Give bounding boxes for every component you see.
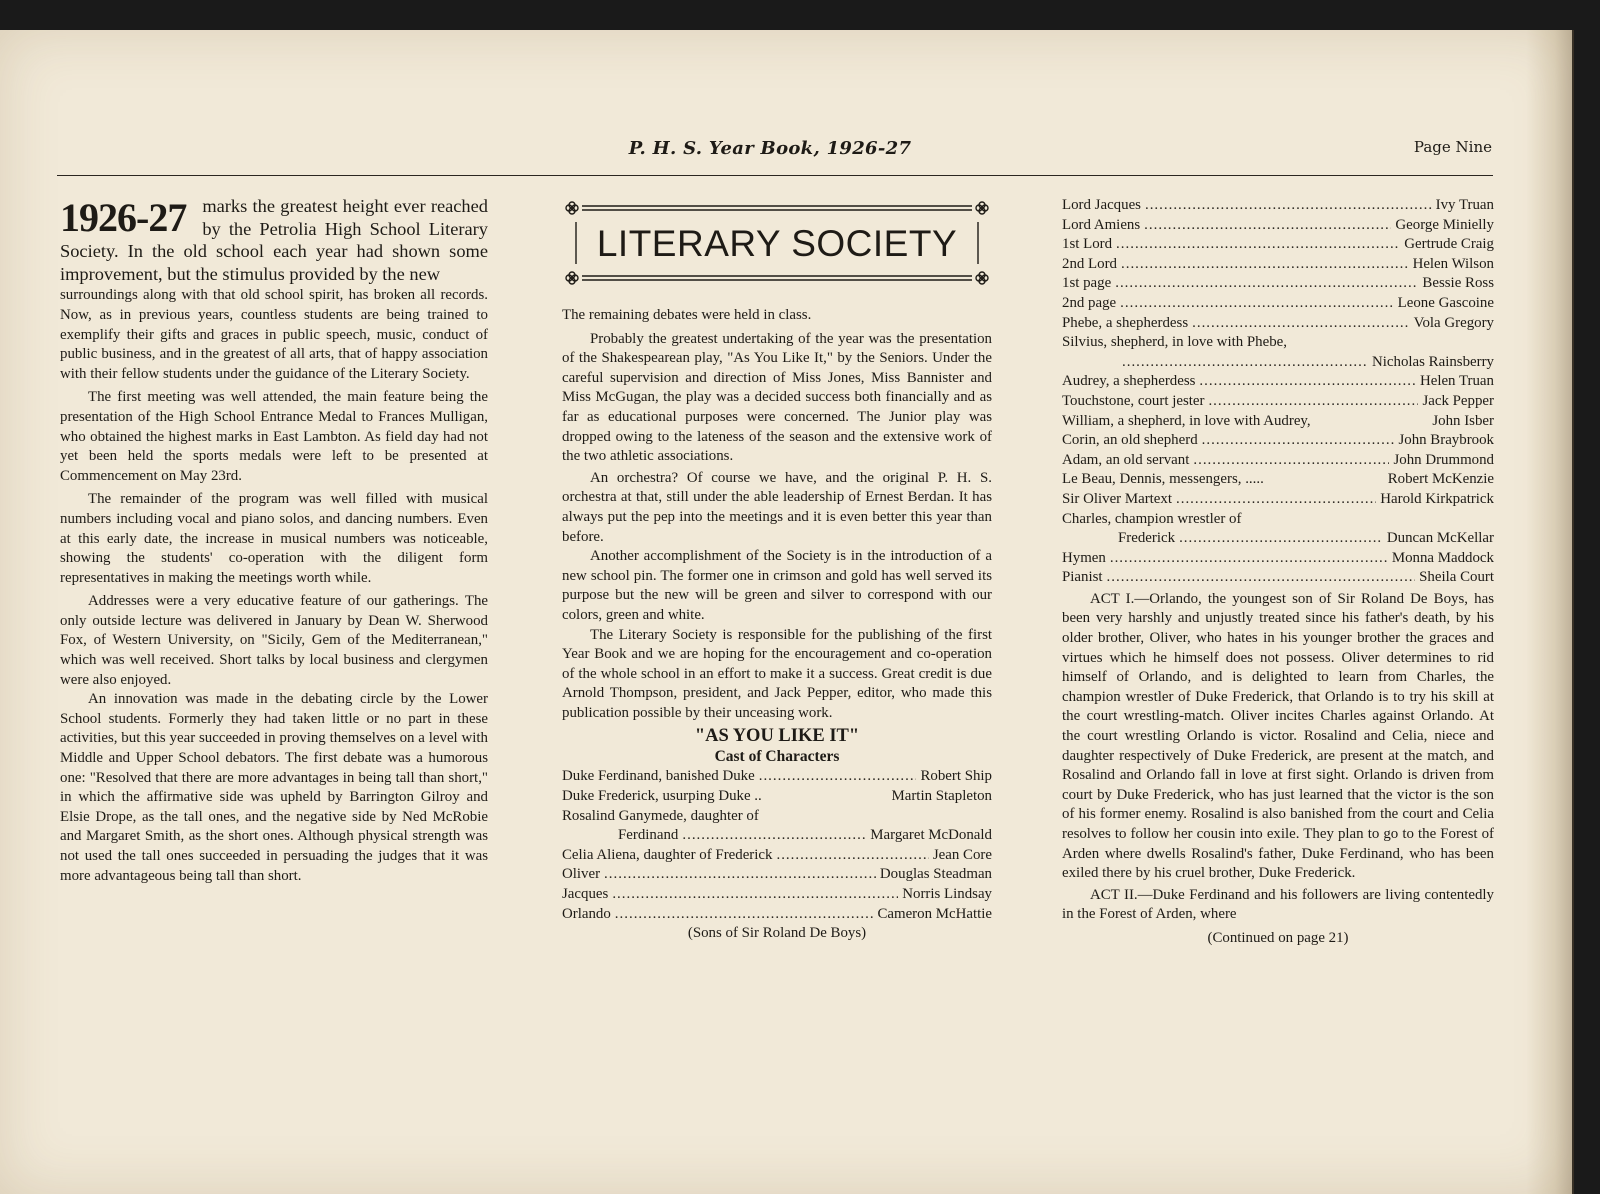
cast-actor: Nicholas Rainsberry xyxy=(1372,353,1494,370)
cast-actor: John Braybrook xyxy=(1398,432,1494,449)
paragraph: The Literary Society is responsible for the publishing of the first Year Book and we are hoping for the encouragement and co-operation of the whole school in an effort to make it a success. Great credit is due Arnold Thompson, president, and Jack Pepper, editor, who made this publication possible by their unceasing work. xyxy=(562,626,992,721)
cast-actor: Leone Gascoine xyxy=(1397,294,1494,311)
cast-role: Touchstone, court jester xyxy=(1062,392,1205,409)
cast-role: Audrey, a shepherdess xyxy=(1062,373,1196,390)
dot-leader xyxy=(1208,392,1418,412)
cast-role: Rosalind Ganymede, daughter of xyxy=(562,807,759,824)
cast-actor: Bessie Ross xyxy=(1422,275,1494,292)
cast-role: Silvius, shepherd, in love with Phebe, xyxy=(1062,334,1287,351)
cast-actor: Duncan McKellar xyxy=(1386,530,1494,547)
cast-role: Hymen xyxy=(1062,549,1106,566)
dot-leader xyxy=(615,905,874,925)
paragraph: ACT II.—Duke Ferdinand and his followers are living contentedly in the Forest of Arden, where xyxy=(1062,886,1494,923)
cast-actor: Margaret McDonald xyxy=(870,827,992,844)
cast-row xyxy=(562,826,992,846)
paragraph: ACT I.—Orlando, the youngest son of Sir Roland De Boys, has been very harshly and unjustly treated since his father's death, by his older brother, Oliver, who hates in his younger brother the graces and virtues which he himself does not possess. Oliver determines to rid himself of Orlando, and is delighted to learn from Charles, the champion wrestler of Duke Frederick, that Orlando is to try his skill at the court wrestling-match. Oliver incites Charles against Orlando. At the court wrestling Orlando is victor. Rosalind and Celia, niece and daughter respectively of Duke Frederick, are present at the match, and Rosalind and Orlando fall in love at first sight. Orlando is driven from court by Duke Frederick, who has just learned that the victor is the son of his former enemy. Rosalind is also banished from the court and Celia resolves to follow her cousin into exile. They plan to go to the Forest of Arden where dwells Rosalind's father, Duke Ferdinand, who has been exiled there by his cruel brother, Duke Frederick. xyxy=(1062,590,1494,882)
dot-leader xyxy=(612,885,898,905)
dot-leader xyxy=(1115,274,1418,294)
cast-role: Le Beau, Dennis, messengers, ..... xyxy=(1062,471,1264,488)
dot-leader xyxy=(1116,235,1400,255)
paragraph: The remaining debates were held in class. xyxy=(562,307,812,323)
cast-actor: Harold Kirkpatrick xyxy=(1380,490,1494,507)
paragraph: Another accomplishment of the Society is in the introduction of a new school pin. The former one in crimson and gold has well served its purpose but the new will be green and silver to correspond with our colors, green and white. xyxy=(562,548,992,623)
cast-role: Sir Oliver Martext xyxy=(1062,490,1173,507)
dot-leader xyxy=(776,846,928,866)
cast-row xyxy=(1062,451,1494,471)
cast-role: Celia Aliena, daughter of Frederick xyxy=(562,846,773,863)
cast-actor: Helen Wilson xyxy=(1412,255,1494,272)
cast-actor: Jack Pepper xyxy=(1422,392,1494,409)
page-number: Page Nine xyxy=(1413,138,1492,156)
play-title: "AS YOU LIKE IT" xyxy=(694,726,860,747)
dot-leader xyxy=(1121,255,1409,275)
running-title: P. H. S. Year Book, 1926-27 xyxy=(628,138,912,159)
cast-actor: Robert McKenzie xyxy=(1387,471,1494,488)
left-column xyxy=(60,196,488,886)
continued-note: (Continued on page 21) xyxy=(1207,929,1349,946)
cast-actor: John Drummond xyxy=(1393,451,1494,468)
cast-role: 1st Lord xyxy=(1062,236,1113,253)
cast-row xyxy=(1062,392,1494,412)
dot-leader xyxy=(682,826,866,846)
middle-column xyxy=(562,196,992,944)
cast-role: Phebe, a shepherdess xyxy=(1062,314,1189,331)
section-heading: LITERARY SOCIETY xyxy=(596,223,958,264)
paragraph: An orchestra? Of course we have, and the original P. H. S. orchestra at that, still under the able leadership of Ernest Berdan. It has always put the pep into the meetings and it is even better this year than before. xyxy=(562,469,992,545)
cast-row xyxy=(1062,314,1494,334)
cast-role: Oliver xyxy=(562,866,601,883)
cast-role: 2nd Lord xyxy=(1062,255,1118,272)
cast-role: Frederick xyxy=(1118,530,1176,547)
cast-row xyxy=(1062,431,1494,451)
cast-row xyxy=(1062,353,1494,373)
dot-leader xyxy=(1176,490,1376,510)
lead-text: marks the greatest height ever reached by the Petrolia High School Literary Society. In the old school each year had shown some improvement, but the stimulus provided by the new xyxy=(60,196,488,284)
dot-leader xyxy=(1110,549,1388,569)
cast-row xyxy=(562,787,992,807)
cast-actor: Sheila Court xyxy=(1419,569,1494,586)
cast-row xyxy=(562,807,992,827)
cast-actor: Gertrude Craig xyxy=(1404,236,1494,253)
cast-row xyxy=(562,885,992,905)
cast-role: Adam, an old servant xyxy=(1062,451,1190,468)
cast-actor: Douglas Steadman xyxy=(879,866,992,883)
paragraph: Addresses were a very educative feature of our gatherings. The only outside lecture was delivered in January by Dean W. Sherwood Fox, of Western University, on "Sicily, Gem of the Mediterranean," which was well received. Short talks by local business and clergymen were also enjoyed. xyxy=(60,593,488,688)
paragraph: The first meeting was well attended, the main feature being the presentation of the High School Entrance Medal to Frances Mulligan, who obtained the highest marks in East Lambton. As field day had not yet been held the sports medals were left to be presented at Commencement on May 23rd. xyxy=(60,389,488,484)
dot-leader xyxy=(1122,353,1368,373)
cast-role: 1st page xyxy=(1062,275,1112,292)
dot-leader xyxy=(1145,196,1432,216)
cast-actor: Jean Core xyxy=(932,846,992,863)
cast-actor: Helen Truan xyxy=(1419,373,1494,390)
cast-actor: Ivy Truan xyxy=(1435,197,1494,213)
cast-role: Pianist xyxy=(1062,569,1103,586)
paragraph: An innovation was made in the debating circle by the Lower School students. Formerly they had taken little or no part in these activities, but this year succeeded in proving themselves on a level with Middle and Upper School debators. The first debate was a humorous one: "Resolved that there are more advantages in being tall than short," in which the affirmative side was upheld by Barrington Gilroy and Elsie Drope, as the tall ones, and the negative side by Ned McRobie and Margaret Smith, as the short ones. Although physical strength was not used the tall ones succeeded in persuading the judges that it was more advantageous being tall than short. xyxy=(60,691,488,884)
cast-role: Lord Jacques xyxy=(1062,197,1141,213)
cast-actor: John Isber xyxy=(1432,412,1494,429)
cast-row xyxy=(1062,510,1494,530)
dot-leader xyxy=(1179,529,1383,549)
cast-row xyxy=(1062,529,1494,549)
page-edge-shadow xyxy=(1526,30,1574,1194)
dot-leader xyxy=(1193,451,1389,471)
paragraph: Probably the greatest undertaking of the year was the presentation of the Shakespearean play, "As You Like It," by the Seniors. Under the careful supervision and direction of Miss Jones, Miss Bannister and Miss McGugan, the play was a decided success both financially and as far as educational purposes were concerned. The Junior play was dropped owing to the lateness of the season and the extensive work of the two athletic associations. xyxy=(562,330,992,465)
dot-leader xyxy=(1192,314,1410,334)
cast-row xyxy=(1062,490,1494,510)
cast-role: Orlando xyxy=(562,905,611,922)
cast-footnote: (Sons of Sir Roland De Boys) xyxy=(687,925,867,942)
cast-role: Corin, an old shepherd xyxy=(1062,432,1198,449)
cast-role: Duke Frederick, usurping Duke .. xyxy=(562,788,762,805)
cast-row xyxy=(1062,274,1494,294)
cast-row xyxy=(1062,255,1494,275)
cast-title: Cast of Characters xyxy=(714,748,840,766)
cast-role: Ferdinand xyxy=(618,827,679,844)
cast-row xyxy=(562,846,992,866)
cast-list xyxy=(1062,196,1494,588)
right-column xyxy=(1062,196,1494,949)
cast-actor: George Minielly xyxy=(1395,216,1494,233)
cast-actor: Robert Ship xyxy=(920,768,992,785)
cast-row xyxy=(1062,470,1494,490)
cast-actor: Vola Gregory xyxy=(1413,314,1494,331)
cast-role: Jacques xyxy=(562,886,609,903)
cast-list xyxy=(562,767,992,924)
paragraph: surroundings along with that old school spirit, has broken all records. Now, as in previous years, countless students are being trained to exemplify their gifts and graces in public speech, music, conduct of public business, and in the greatest of all arts, that of happy association with their fellow students under the guidance of the Literary Society. xyxy=(60,287,488,382)
cast-actor: Cameron McHattie xyxy=(877,905,992,922)
cast-role: 2nd page xyxy=(1062,294,1117,311)
cast-row xyxy=(1062,549,1494,569)
cast-actor: Martin Stapleton xyxy=(891,788,992,805)
dot-leader xyxy=(759,767,917,787)
cast-row xyxy=(562,767,992,787)
cast-row xyxy=(1062,235,1494,255)
cast-row xyxy=(1062,294,1494,314)
dot-leader xyxy=(1202,431,1395,451)
dot-leader xyxy=(1120,294,1393,314)
paragraph: The remainder of the program was well filled with musical numbers including vocal and piano solos, and dancing numbers. Even at this early date, the increase in musical numbers was noticeable, showing the students' co-operation with the diligent form representatives in making the meetings worth while. xyxy=(60,491,488,586)
cast-row xyxy=(1062,412,1494,432)
lead-year: 1926-27 xyxy=(60,195,187,240)
cast-row xyxy=(562,905,992,925)
dot-leader xyxy=(1199,372,1416,392)
section-heading-box xyxy=(562,196,992,300)
lead-paragraph xyxy=(60,196,488,286)
cast-role: Lord Amiens xyxy=(1062,216,1141,233)
cast-row xyxy=(562,865,992,885)
cast-row xyxy=(1062,372,1494,392)
cast-role: Duke Ferdinand, banished Duke xyxy=(562,768,755,785)
dot-leader xyxy=(1144,216,1391,236)
cast-row xyxy=(1062,196,1494,216)
dot-leader xyxy=(1107,568,1416,588)
cast-role: Charles, champion wrestler of xyxy=(1062,510,1242,527)
yearbook-page xyxy=(0,30,1572,1194)
cast-row xyxy=(1062,568,1494,588)
dot-leader xyxy=(604,865,876,885)
cast-role: William, a shepherd, in love with Audrey, xyxy=(1062,412,1311,429)
header-rule xyxy=(57,175,1493,176)
cast-row xyxy=(1062,333,1494,353)
cast-actor: Monna Maddock xyxy=(1391,549,1494,566)
cast-row xyxy=(1062,216,1494,236)
cast-actor: Norris Lindsay xyxy=(902,886,992,903)
